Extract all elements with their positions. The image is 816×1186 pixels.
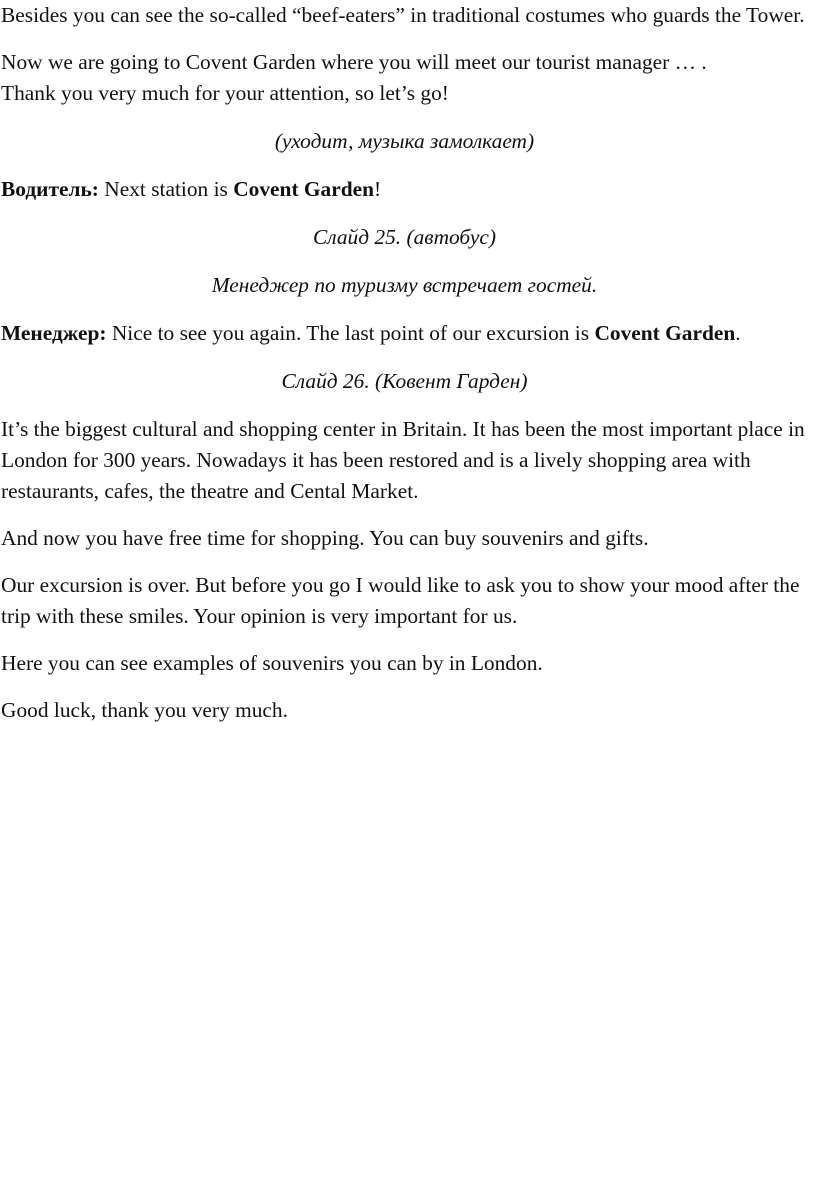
paragraph-shopping: And now you have free time for shopping. You can buy souvenirs and gifts.	[1, 526, 649, 550]
dialogue-punct: .	[735, 321, 741, 345]
dialogue-text: Next station is	[98, 177, 234, 201]
paragraph-covent-garden-intro	[1, 47, 808, 109]
paragraph-line: Now we are going to Covent Garden where you will meet our tourist manager … .	[1, 50, 707, 74]
paragraph-line: Thank you very much for your attention, so let’s go!	[1, 81, 449, 105]
place-name: Covent Garden	[594, 321, 736, 345]
stage-direction: (уходит, музыка замолкает)	[274, 129, 535, 153]
paragraph-souvenirs: Here you can see examples of souvenirs you can by in London.	[1, 651, 543, 675]
stage-direction: Менеджер по туризму встречает гостей.	[211, 273, 598, 297]
slide-note: Слайд 26. (Ковент Гарден)	[281, 369, 528, 393]
dialogue-driver	[1, 174, 808, 205]
speaker-name: Менеджер:	[1, 321, 107, 345]
dialogue-manager	[1, 318, 808, 349]
place-name: Covent Garden	[233, 177, 375, 201]
dialogue-text: Nice to see you again. The last point of our excursion is	[106, 321, 595, 345]
paragraph-cultural-center: It’s the biggest cultural and shopping center in Britain. It has been the most important place in London for 300 years. Nowadays it has been restored and is a lively shopping area with restaurants, cafes, the theatre and Cental Market.	[1, 417, 805, 503]
paragraph-good-luck: Good luck, thank you very much.	[1, 698, 288, 722]
speaker-name: Водитель:	[1, 177, 99, 201]
paragraph-beefeaters: Besides you can see the so-called “beef-eaters” in traditional costumes who guards the Tower.	[1, 3, 805, 27]
dialogue-punct: !	[374, 177, 382, 201]
paragraph-excursion-over: Our excursion is over. But before you go I would like to ask you to show your mood after the trip with these smiles. Your opinion is very important for us.	[1, 573, 800, 628]
slide-note: Слайд 25. (автобус)	[312, 225, 497, 249]
